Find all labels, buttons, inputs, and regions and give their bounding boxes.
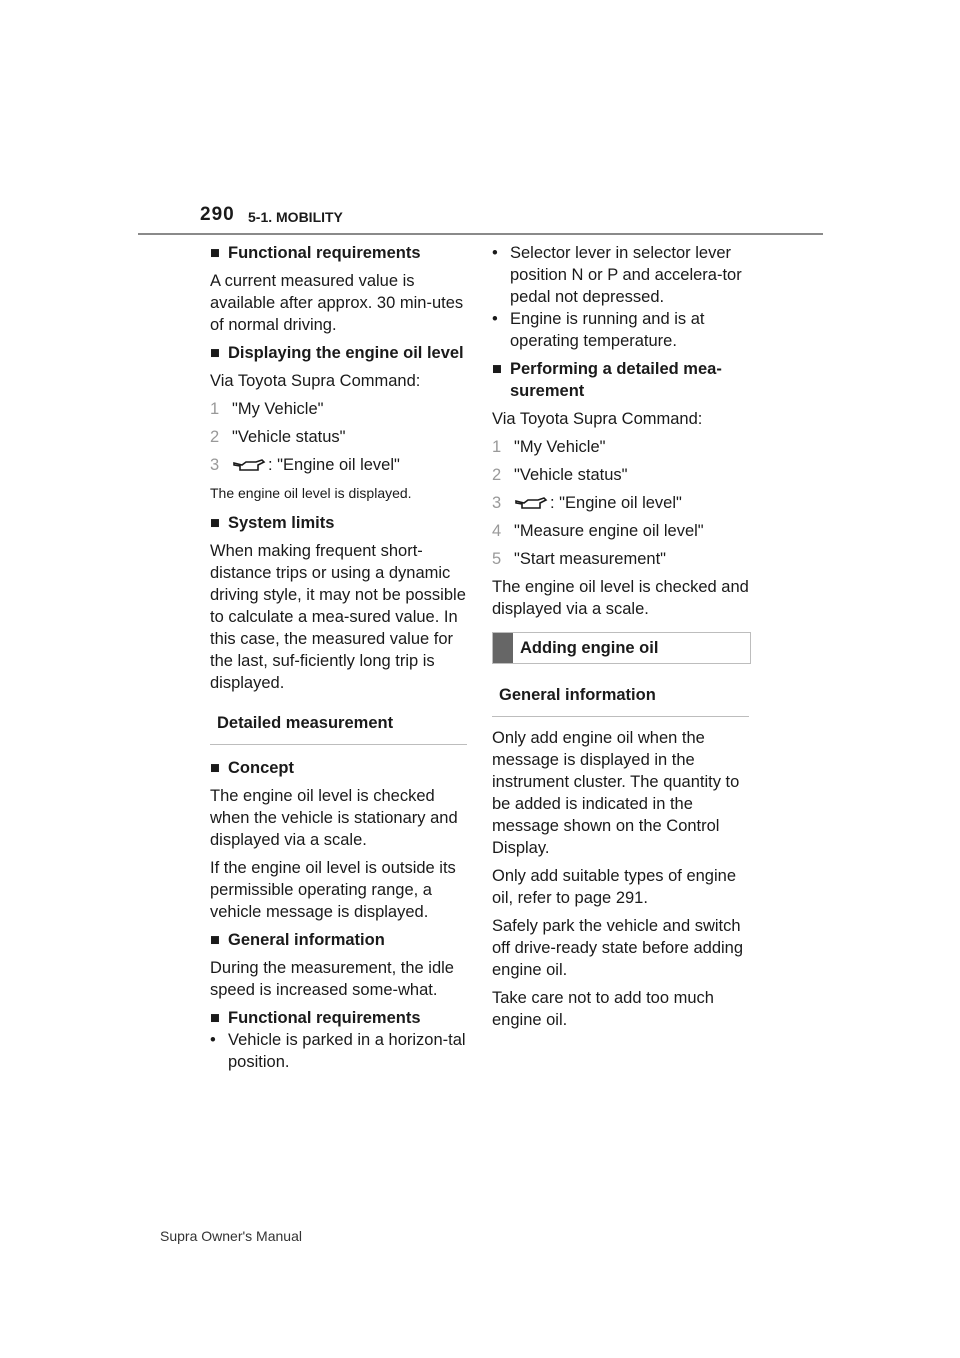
square-marker-icon: ■ [492, 360, 502, 378]
step-item: 1 "My Vehicle" [492, 438, 606, 456]
square-marker-icon: ■ [210, 1009, 220, 1027]
step-item: 3 : "Engine oil level" [210, 456, 400, 474]
bullet-item: • Selector lever in selector lever position N or P and accelera-tor pedal not depressed. [492, 244, 742, 306]
paragraph: Via Toyota Supra Command: [492, 410, 703, 428]
square-marker-icon: ■ [210, 931, 220, 949]
footer-manual-title: Supra Owner's Manual [160, 1228, 302, 1244]
oil-can-icon [514, 497, 548, 511]
heading-displaying-oil-level: ■ Displaying the engine oil level [210, 344, 464, 362]
square-marker-icon: ■ [210, 344, 220, 362]
section-bar [493, 633, 513, 663]
paragraph: If the engine oil level is outside its permissible operating range, a vehicle message is displayed. [210, 859, 456, 921]
step-item: 3 : "Engine oil level" [492, 494, 682, 512]
page-number: 290 [200, 204, 235, 225]
square-marker-icon: ■ [210, 244, 220, 262]
subsection-box-general-information: General information [492, 674, 749, 717]
paragraph: A current measured value is available after approx. 30 min-utes of normal driving. [210, 272, 464, 334]
left-column [210, 242, 470, 1073]
bullet-icon: • [492, 310, 498, 328]
paragraph: The engine oil level is checked when the vehicle is stationary and displayed via a scale. [210, 787, 458, 849]
heading-functional-requirements-2: ■ Functional requirements [210, 1009, 421, 1027]
section-box-adding-engine-oil: Adding engine oil [492, 632, 751, 664]
page-header [200, 200, 822, 236]
paragraph: Only add suitable types of engine oil, refer to page 291. [492, 867, 736, 907]
paragraph: Take care not to add too much engine oil. [492, 989, 714, 1029]
paragraph: Via Toyota Supra Command: [210, 372, 421, 390]
heading-general-information: ■ General information [210, 931, 385, 949]
right-column [492, 242, 752, 1037]
section-box-detailed-measurement: Detailed measurement [210, 702, 467, 745]
paragraph: Only add engine oil when the message is displayed in the instrument cluster. The quantity to be added is indicated in the message shown on the Control Display. [492, 729, 740, 857]
bullet-icon: • [492, 244, 498, 262]
paragraph: When making frequent short-distance trips or using a dynamic driving style, it may not be possible to calculate a mea-sured value. In this case, the measured value for the last, suf-ficiently long trip is displayed. [210, 542, 466, 692]
paragraph: Safely park the vehicle and switch off drive-ready state before adding engine oil. [492, 917, 744, 979]
heading-functional-requirements: ■ Functional requirements [210, 244, 421, 262]
step-item: 4 "Measure engine oil level" [492, 522, 704, 540]
step-item: 2 "Vehicle status" [210, 428, 346, 446]
square-marker-icon: ■ [210, 514, 220, 532]
header-rule [138, 233, 823, 235]
heading-system-limits: ■ System limits [210, 514, 335, 532]
step-item: 5 "Start measurement" [492, 550, 667, 568]
bullet-item: • Vehicle is parked in a horizon-tal position. [210, 1031, 466, 1071]
step-item: 1 "My Vehicle" [210, 400, 324, 418]
note-text: The engine oil level is displayed. [210, 485, 412, 501]
step-item: 2 "Vehicle status" [492, 466, 628, 484]
heading-concept: ■ Concept [210, 759, 294, 777]
paragraph: During the measurement, the idle speed is increased some-what. [210, 959, 454, 999]
section-title: 5-1. MOBILITY [248, 209, 343, 225]
heading-performing-measurement: ■ Performing a detailed mea-surement [492, 360, 722, 400]
square-marker-icon: ■ [210, 759, 220, 777]
paragraph: The engine oil level is checked and displayed via a scale. [492, 578, 749, 618]
oil-can-icon [232, 459, 266, 473]
bullet-icon: • [210, 1031, 216, 1049]
bullet-item: • Engine is running and is at operating temperature. [492, 310, 705, 350]
